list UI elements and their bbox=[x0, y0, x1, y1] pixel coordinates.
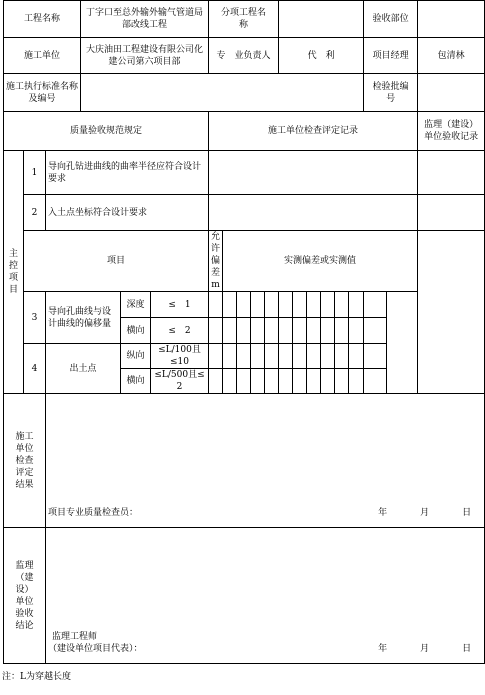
measured-cell bbox=[364, 318, 387, 344]
main-control-label-text: 主控项目 bbox=[8, 249, 18, 295]
measured-cell bbox=[237, 292, 251, 318]
measured-cell bbox=[223, 318, 237, 344]
month-label: 月 bbox=[420, 508, 430, 518]
measured-cell bbox=[321, 318, 335, 344]
item-4-lateral-label: 横向 bbox=[121, 369, 151, 394]
item-2-record bbox=[209, 195, 418, 231]
item-1-text: 导向孔钻进曲线的曲率半径应符合设计要求 bbox=[46, 151, 209, 195]
project-manager-value: 包清林 bbox=[418, 38, 485, 74]
standard-label: 施工执行标准名称及编号 bbox=[4, 74, 81, 112]
measured-cell bbox=[279, 292, 293, 318]
contractor-value: 大庆油田工程建设有限公司化建公司第六项目部 bbox=[81, 38, 209, 74]
project-manager-label: 项目经理 bbox=[364, 38, 418, 74]
measured-cell bbox=[251, 369, 265, 394]
measured-cell bbox=[349, 318, 364, 344]
measured-cell bbox=[335, 344, 349, 369]
contractor-result-cell bbox=[46, 394, 485, 528]
measured-cell bbox=[279, 344, 293, 369]
item-3-text: 导向孔曲线与设计曲线的偏移量 bbox=[46, 292, 121, 344]
measured-cell bbox=[209, 344, 223, 369]
supervisor-record-header: 监理（建设）单位验收记录 bbox=[418, 112, 485, 151]
measured-cell bbox=[321, 369, 335, 394]
contractor-label: 施工单位 bbox=[4, 38, 81, 74]
month-label: 月 bbox=[420, 644, 430, 654]
day-label: 日 bbox=[462, 644, 472, 654]
specialty-leader-value: 代 利 bbox=[279, 38, 364, 74]
measured-cell bbox=[293, 344, 307, 369]
supervisor-result-label-text: 监理（建设）单位验收结论 bbox=[15, 560, 34, 631]
measured-cell bbox=[223, 369, 237, 394]
project-name-label: 工程名称 bbox=[4, 1, 81, 38]
measured-cell bbox=[251, 344, 265, 369]
subitem-label: 分项工程名 称 bbox=[209, 1, 279, 38]
measured-cell bbox=[223, 344, 237, 369]
measured-cell bbox=[349, 369, 364, 394]
measured-cell bbox=[335, 369, 349, 394]
measured-cell bbox=[335, 318, 349, 344]
item-1-no: 1 bbox=[24, 151, 46, 195]
footnote: 注：L为穿越长度 bbox=[2, 672, 71, 682]
item-3-lateral-label: 横向 bbox=[121, 318, 151, 344]
measured-cell bbox=[209, 292, 223, 318]
contractor-record-header: 施工单位检查评定记录 bbox=[209, 112, 418, 151]
item-2-no: 2 bbox=[24, 195, 46, 231]
supervisor-result-label bbox=[4, 528, 46, 664]
measured-cell bbox=[265, 318, 279, 344]
measured-cell bbox=[279, 369, 293, 394]
measured-cell bbox=[307, 292, 321, 318]
acceptance-part-label: 验收部位 bbox=[364, 1, 418, 38]
item-3-lateral-tolerance: ≤ 2 bbox=[151, 318, 209, 344]
measured-cell bbox=[279, 318, 293, 344]
spec-header: 质量验收规范规定 bbox=[4, 112, 209, 151]
subitem-value bbox=[279, 1, 364, 38]
contractor-result-label-text: 施工单位检查评定结果 bbox=[15, 431, 34, 490]
measured-cell bbox=[237, 318, 251, 344]
measured-cell bbox=[349, 292, 364, 318]
acceptance-part-value bbox=[418, 1, 485, 38]
supervisor-result-cell bbox=[46, 528, 485, 664]
item-1-record bbox=[209, 151, 418, 195]
item-4-no: 4 bbox=[24, 344, 46, 394]
year-label: 年 bbox=[378, 508, 388, 518]
measured-cell bbox=[209, 369, 223, 394]
measured-cell bbox=[237, 369, 251, 394]
measured-cell bbox=[293, 292, 307, 318]
measured-cell bbox=[321, 292, 335, 318]
measured-cell bbox=[321, 344, 335, 369]
inspection-form bbox=[3, 0, 479, 695]
contractor-sign-label: 项目专业质量检查员： bbox=[48, 508, 139, 518]
measured-cell bbox=[293, 318, 307, 344]
inspection-table bbox=[3, 0, 485, 664]
measured-cell bbox=[251, 292, 265, 318]
measured-cell bbox=[209, 318, 223, 344]
measured-cell bbox=[335, 292, 349, 318]
batch-value bbox=[418, 74, 485, 112]
measured-supervisor bbox=[418, 231, 485, 394]
year-label: 年 bbox=[378, 644, 388, 654]
item-1-supervisor bbox=[418, 151, 485, 195]
measured-cell bbox=[293, 369, 307, 394]
tolerance-header: 允许偏差 m bbox=[209, 231, 223, 292]
day-label: 日 bbox=[462, 508, 472, 518]
measured-cell bbox=[251, 318, 265, 344]
specialty-leader-label: 专 业负责人 bbox=[209, 38, 279, 74]
project-name-value: 丁字口至总外输外输气管道局部改线工程 bbox=[81, 1, 209, 38]
measured-cell bbox=[265, 369, 279, 394]
measured-cell bbox=[265, 292, 279, 318]
item-3-no: 3 bbox=[24, 292, 46, 344]
measured-cell bbox=[364, 292, 387, 318]
item-4-text: 出土点 bbox=[46, 344, 121, 394]
item-4-lateral-tolerance: ≤L/500且≤ 2 bbox=[151, 369, 209, 394]
measured-header: 实测偏差或实测值 bbox=[223, 231, 418, 292]
item-3-depth-label: 深度 bbox=[121, 292, 151, 318]
measured-cell bbox=[307, 369, 321, 394]
measured-cell bbox=[265, 344, 279, 369]
item-2-supervisor bbox=[418, 195, 485, 231]
main-control-label bbox=[4, 151, 24, 394]
standard-value bbox=[81, 74, 364, 112]
item-3-depth-tolerance: ≤ 1 bbox=[151, 292, 209, 318]
supervisor-sign-line2: （建设单位项目代表）： bbox=[48, 644, 143, 654]
contractor-result-label bbox=[4, 394, 46, 528]
measured-cell bbox=[307, 318, 321, 344]
measured-cell bbox=[307, 344, 321, 369]
supervisor-sign-line1: 监理工程师 bbox=[52, 632, 98, 642]
measured-cell bbox=[237, 344, 251, 369]
item-4-longitudinal-label: 纵向 bbox=[121, 344, 151, 369]
measured-cell bbox=[364, 344, 387, 369]
batch-label: 检验批编 号 bbox=[364, 74, 418, 112]
measured-cell bbox=[364, 369, 387, 394]
measured-cell bbox=[349, 344, 364, 369]
item-2-text: 入土点坐标符合设计要求 bbox=[46, 195, 209, 231]
item-header: 项目 bbox=[24, 231, 209, 292]
item-4-longitudinal-tolerance: ≤L/100且≤10 bbox=[151, 344, 209, 369]
measured-cell bbox=[223, 292, 237, 318]
